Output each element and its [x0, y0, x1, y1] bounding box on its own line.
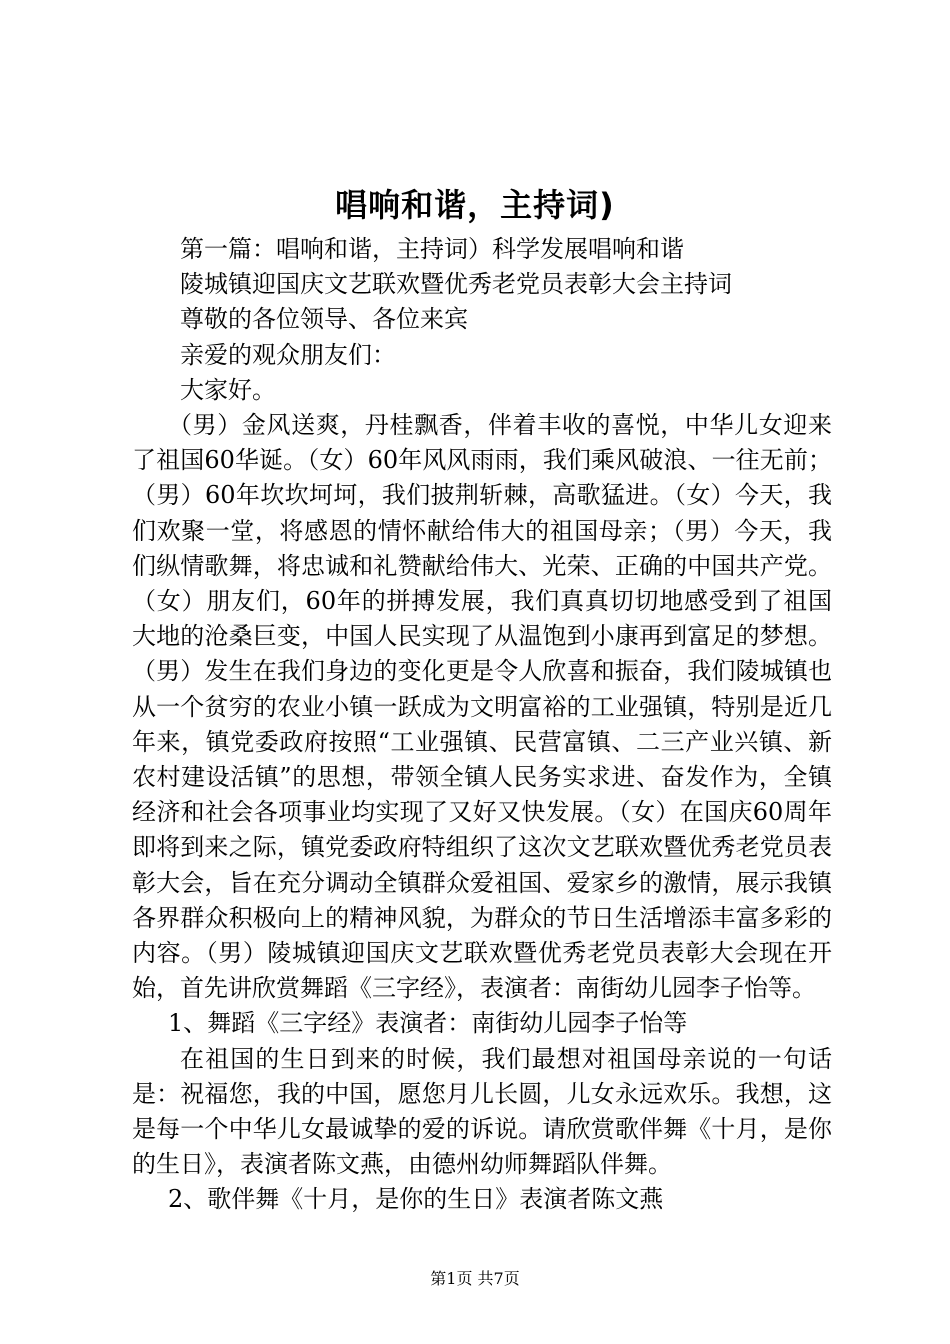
paragraph: 在祖国的生日到来的时候，我们最想对祖国母亲说的一句话是：祝福您，我的中国，愿您月儿长圆，儿女永远欢乐。我想，这是每一个中华儿女最诚挚的爱的诉说。请欣赏歌伴舞《十月，是你的生日》，表演者陈文燕，由德州幼师舞蹈队伴舞。: [132, 1044, 832, 1179]
page-footer: 第1页 共7页: [430, 1269, 520, 1288]
paragraph: 2、歌伴舞《十月，是你的生日》表演者陈文燕: [168, 1185, 664, 1214]
document-title: 唱响和谐，主持词): [335, 186, 615, 224]
paragraph: 陵城镇迎国庆文艺联欢暨优秀老党员表彰大会主持词: [180, 270, 732, 299]
paragraph: 1、舞蹈《三字经》表演者：南街幼儿园李子怡等: [168, 1009, 688, 1038]
document-body: [132, 232, 832, 1218]
paragraph: 亲爱的观众朋友们：: [180, 340, 396, 369]
paragraph: 大家好。: [180, 375, 276, 404]
paragraph: 第一篇：唱响和谐，主持词）科学发展唱响和谐: [180, 235, 684, 263]
paragraph: 尊敬的各位领导、各位来宾: [180, 305, 468, 334]
paragraph: （男）金风送爽，丹桂飘香，伴着丰收的喜悦，中华儿女迎来了祖国60华诞。（女）60年风风雨雨，我们乘风破浪、一往无前；（男）60年坎坎坷坷，我们披荆斩棘，高歌猛进。（女）今天，我们欢聚一堂，将感恩的情怀献给伟大的祖国母亲；（男）今天，我们纵情歌舞，将忠诚和礼赞献给伟大、光荣、正确的中国共产党。（女）朋友们，60年的拼搏发展，我们真真切切地感受到了祖国大地的沧桑巨变，中国人民实现了从温饱到小康再到富足的梦想。（男）发生在我们身边的变化更是令人欣喜和振奋，我们陵城镇也从一个贫穷的农业小镇一跃成为文明富裕的工业强镇，特别是近几年来，镇党委政府按照“工业强镇、民营富镇、二三产业兴镇、新农村建设活镇”的思想，带领全镇人民务实求进、奋发作为，全镇经济和社会各项事业均实现了又好又快发展。（女）在国庆60周年即将到来之际，镇党委政府特组织了这次文艺联欢暨优秀老党员表彰大会，旨在充分调动全镇群众爱祖国、爱家乡的激情，展示我镇各界群众积极向上的精神风貌，为群众的节日生活增添丰富多彩的内容。（男）陵城镇迎国庆文艺联欢暨优秀老党员表彰大会现在开始，首先讲欣赏舞蹈《三字经》，表演者：南街幼儿园李子怡等。: [132, 411, 832, 1003]
